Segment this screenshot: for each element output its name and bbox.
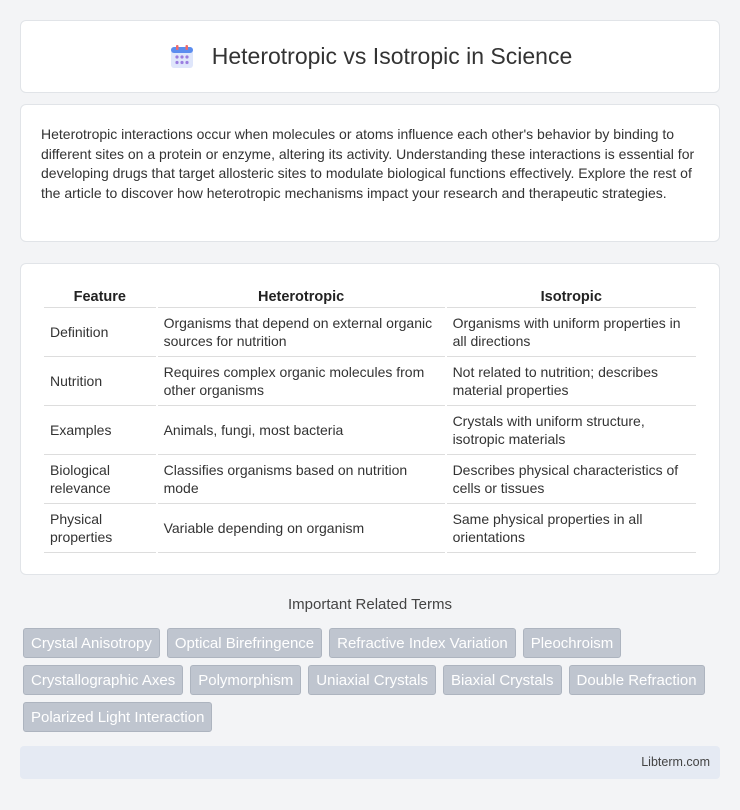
tag-crystal-anisotropy[interactable]: Crystal Anisotropy xyxy=(23,628,160,658)
table-cell: Physical properties xyxy=(44,504,156,553)
tag-pleochroism[interactable]: Pleochroism xyxy=(523,628,622,658)
table-row xyxy=(44,308,696,357)
table-row xyxy=(44,406,696,455)
calendar-icon xyxy=(168,43,196,71)
header-feature: Feature xyxy=(44,286,156,308)
tag-refractive-index-variation[interactable]: Refractive Index Variation xyxy=(329,628,516,658)
table-cell: Describes physical characteristics of cells or tissues xyxy=(447,455,696,504)
header-card xyxy=(20,20,720,93)
table-cell: Crystals with uniform structure, isotropic materials xyxy=(447,406,696,455)
tag-crystallographic-axes[interactable]: Crystallographic Axes xyxy=(23,665,183,695)
table-cell: Nutrition xyxy=(44,357,156,406)
table-cell: Not related to nutrition; describes material properties xyxy=(447,357,696,406)
table-cell: Biological relevance xyxy=(44,455,156,504)
intro-text: Heterotropic interactions occur when molecules or atoms influence each other's behavior by binding to different sites on a protein or enzyme, altering its activity. Understanding these interactions is essential for developing drugs that target allosteric sites to modulate biological functions effectively. Explore the rest of the article to discover how heterotropic mechanisms impact your research and therapeutic strategies. xyxy=(41,126,695,201)
tag-polymorphism[interactable]: Polymorphism xyxy=(190,665,301,695)
table-cell: Definition xyxy=(44,308,156,357)
footer xyxy=(20,746,720,779)
table-cell: Classifies organisms based on nutrition mode xyxy=(158,455,445,504)
tag-uniaxial-crystals[interactable]: Uniaxial Crystals xyxy=(308,665,436,695)
title-wrap xyxy=(168,43,573,71)
tag-double-refraction[interactable]: Double Refraction xyxy=(569,665,705,695)
tag-polarized-light-interaction[interactable]: Polarized Light Interaction xyxy=(23,702,212,732)
tag-biaxial-crystals[interactable]: Biaxial Crystals xyxy=(443,665,562,695)
table-cell: Examples xyxy=(44,406,156,455)
table-row xyxy=(44,504,696,553)
table-cell: Organisms that depend on external organic sources for nutrition xyxy=(158,308,445,357)
header-heterotropic: Heterotropic xyxy=(158,286,445,308)
tag-optical-birefringence[interactable]: Optical Birefringence xyxy=(167,628,322,658)
table-header-row xyxy=(44,286,696,308)
table-cell: Variable depending on organism xyxy=(158,504,445,553)
table-cell: Organisms with uniform properties in all directions xyxy=(447,308,696,357)
page-title: Heterotropic vs Isotropic in Science xyxy=(211,43,573,69)
header-isotropic: Isotropic xyxy=(447,286,696,308)
footer-link[interactable]: Libterm.com xyxy=(641,755,710,769)
comparison-table-card xyxy=(20,263,720,575)
table-cell: Requires complex organic molecules from other organisms xyxy=(158,357,445,406)
table-cell: Animals, fungi, most bacteria xyxy=(158,406,445,455)
comparison-table xyxy=(42,286,698,553)
table-row xyxy=(44,455,696,504)
related-terms-list xyxy=(23,628,723,732)
related-terms-title: Important Related Terms xyxy=(288,596,452,613)
table-row xyxy=(44,357,696,406)
table-cell: Same physical properties in all orientations xyxy=(447,504,696,553)
intro-card xyxy=(20,104,720,242)
